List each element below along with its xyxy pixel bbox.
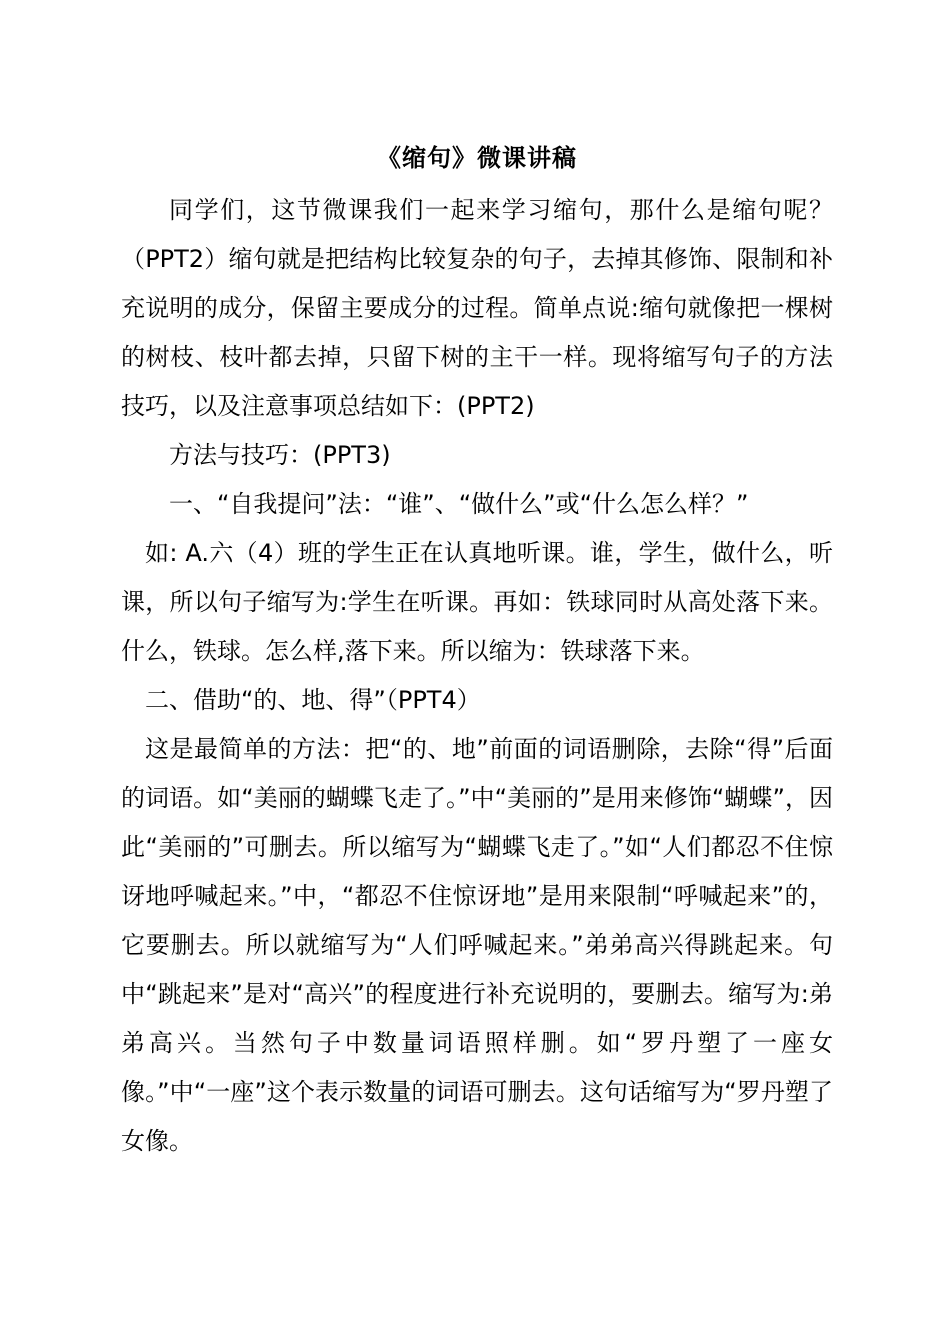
paragraph-example-two: 这是最简单的方法：把“的、地”前面的词语删除，去除“得”后面的词语。如“美丽的蝴蝶飞走了。”中“美丽的”是用来修饰“蝴蝶”，因此“美丽的”可删去。所以缩写为“蝴蝶飞走了。”如“人们都忍不住惊讶地呼喊起来。”中，“都忍不住惊讶地”是用来限制“呼喊起来”的，它要删去。所以就缩写为“人们呼喊起来。”弟弟高兴得跳起来。句中“跳起来”是对“高兴”的程度进行补充说明的，要删去。缩写为:弟弟高兴。当然句子中数量词语照样删。如“罗丹塑了一座女像。”中“一座”这个表示数量的词语可删去。这句话缩写为“罗丹塑了女像。: [121, 735, 833, 1155]
paragraph-intro: 同学们，这节微课我们一起来学习缩句，那什么是缩句呢？（PPT2）缩句就是把结构比较复杂的句子，去掉其修饰、限制和补充说明的成分，保留主要成分的过程。简单点说:缩句就像把一棵树的树枝、枝叶都去掉，只留下树的主干一样。现将缩写句子的方法技巧，以及注意事项总结如下：(PPT2): [121, 196, 833, 420]
paragraph-method-two: 二、借助“的、地、得”（PPT4）: [145, 686, 481, 714]
document-body: [121, 186, 833, 1166]
document-title: 《缩句》微课讲稿: [377, 144, 577, 172]
paragraph-methods-heading: 方法与技巧：(PPT3): [169, 441, 391, 469]
paragraph-example-one: 如: A.六（4）班的学生正在认真地听课。谁，学生，做什么，听课，所以句子缩写为:学生在听课。再如：铁球同时从高处落下来。什么，铁球。怎么样,落下来。所以缩为：铁球落下来。: [121, 539, 833, 665]
paragraph-method-one: 一、“自我提问”法：“谁”、“做什么”或“什么怎么样？”: [169, 490, 749, 518]
